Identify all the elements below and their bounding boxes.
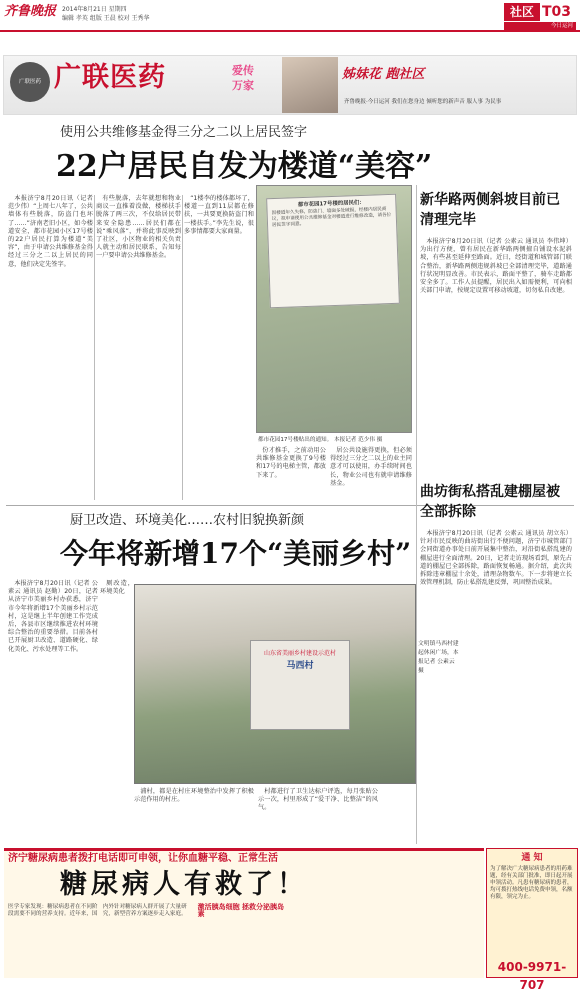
article1-column-1: 本报济宁8月20日讯（记者 范少伟）“上周七八年了，公共墙体有些脱落，防盗门也坏了……”济南老旧小区，如今楼道安全，都市花园小区17号楼的22户居民打算为楼道“美容”，由于申请公共维修基金得经过三分之二以上居民的同意，他们决定先签字。 bbox=[8, 195, 93, 268]
ad-body: 医学专家发现：糖尿病患者在不同阶段需要不同的营养支持。近年来，国内外针对糖尿病人群开展了大量研究，新型营养方案逐步走入家庭。 激活胰岛细胞 拯救分泌胰岛素 bbox=[8, 904, 478, 978]
village-stone-marker bbox=[250, 640, 350, 730]
article1-photo-caption: 都市花园17号楼贴出的通知。 本报记者 范少伟 摄 bbox=[258, 437, 383, 443]
notice-body: 为了解决广大糖尿病患者的用药难题，经有关部门批准，即日起开展申领活动。凡患有糖尿病的患者，均可拨打热线电话免费申领，名额有限，领完为止。 bbox=[490, 866, 573, 900]
sidebar2-body: 本报济宁8月20日讯（记者 公素云 通讯员 胡立东）针对市民反映的曲坊街出行不便问题，济宁市城管部门会同街道办事处日前开展集中整治，对沿街私搭乱建的棚屋进行全面清理。20日，记者走访现场看到，原先占道的棚屋已全部拆除，路面恢复畅通。据介绍，此次共拆除违章棚屋十余处，清理杂物数车。下一步将建立长效管理机制，防止私搭乱建反弹，巩固整治成果。 bbox=[420, 530, 572, 587]
article2-column-2: 厕改造，环境美化 bbox=[100, 580, 134, 596]
sponsor-logo: 广联医药 bbox=[10, 62, 50, 102]
article1-kicker: 使用公共维修基金得三分之二以上居民签字 bbox=[60, 125, 308, 140]
stone-inscription: 山东省美丽乡村建设示范村 bbox=[263, 650, 336, 657]
ad-headline: 糖尿病人有救了！ bbox=[60, 869, 308, 900]
ad-subheading: 激活胰岛细胞 拯救分泌胰岛素 bbox=[197, 903, 285, 919]
sidebar-divider bbox=[416, 185, 417, 505]
article2-column-4: 村都进行了卫生达标户评选，每月张贴公示一次，村里形成了“爱干净、比整洁”的风气。 bbox=[258, 788, 378, 812]
article1-column-3: “1楼李的楼体都坏了，楼道一直到11层都在修扶，一共要更换防盗门和一楼扶手。”李先生说，很多事情都要大家商量。 bbox=[184, 195, 254, 235]
section-sublabel: 今日运河 bbox=[504, 22, 576, 30]
sidebar1-body: 本报济宁8月20日讯（记者 公素云 通讯员 李伟坤）为出行方便，曾有居民在新华路两侧擅自铺设水泥斜坡，有些甚至延伸至路面。近日，经街道和城管部门联合整治，新华路两侧违规斜坡已全部清理完毕，道路通行状况明显改善。市民表示，路面平整了，骑车走路都安全多了。工作人员提醒，居民出入如需便利，可向相关部门申请，按规定设置可移动坡道，切勿私自改建。 bbox=[420, 238, 572, 295]
column-divider bbox=[182, 195, 183, 500]
column-divider bbox=[94, 195, 95, 500]
sidebar2-headline: 曲坊街私搭乱建棚屋被全部拆除 bbox=[420, 484, 560, 520]
hotline-number: 400-9971-707 bbox=[497, 960, 567, 992]
article2-column-3: 浦村，都是在村庄环境整治中发挥了积极示范作用的村庄。 bbox=[134, 788, 254, 804]
section-label: 社区 bbox=[504, 3, 540, 21]
top-rule bbox=[0, 30, 580, 32]
article2-kicker: 厨卫改造、环境美化……农村旧貌换新颜 bbox=[70, 513, 305, 528]
issue-date: 2014年8月21日 星期四 bbox=[62, 6, 127, 13]
ad-tagline: 济宁糖尿病患者拨打电话即可申领，让你血糖平稳、正常生活 bbox=[8, 853, 278, 864]
article2-headline: 今年将新增17个“美丽乡村” bbox=[60, 537, 412, 570]
notice-title: 通 知 bbox=[521, 853, 543, 863]
sponsor-slogan-1: 爱传 bbox=[232, 64, 254, 77]
article1-column-5: 居公共设施得更换，但必须得经过三分之二以上的业主同意才可以使用，办手续时间也长，物业公司也有就申请维修基金。 bbox=[330, 447, 412, 487]
stone-village-name: 马西村 bbox=[286, 661, 314, 671]
sponsor-title: 广联医药 bbox=[54, 62, 166, 93]
sidebar-divider bbox=[416, 478, 417, 844]
sponsor-slogan-2: 万家 bbox=[232, 79, 254, 92]
sponsor-tagline: 齐鲁晚报·今日运河 我们在您身边 倾听您的新声音 服人事 为民事 bbox=[344, 99, 502, 105]
sponsor-photo bbox=[282, 57, 338, 113]
article1-column-2: 有些脱落，去年就想和物业商议一直推着没做，楼梯扶手脱落了两三次，不仅给居民带来安全隐患……居民们都在说“乘风落”，并将此事反映到了社区，小区物业的相关负责人就主动和居民联系，告知每一户要申请公共维修基金。 bbox=[96, 195, 181, 260]
article1-headline: 22户居民自发为楼道“美容” bbox=[56, 149, 433, 184]
sponsor-slogan-3: 姊妹花 跑社区 bbox=[342, 67, 425, 82]
newspaper-logo: 齐鲁晚报 bbox=[4, 4, 57, 19]
page-number: T03 bbox=[542, 4, 572, 20]
sidebar1-headline: 新华路两侧斜坡目前已清理完毕 bbox=[420, 192, 560, 228]
posted-notice bbox=[266, 194, 400, 308]
article2-photo-caption: 文明镇马西村建起休闲广场，本报记者 公素云 摄 bbox=[418, 641, 459, 674]
editor-credits: 编辑 孝英 组版 王晨 校对 王秀华 bbox=[62, 15, 150, 22]
article1-column-4: 份才推手，之前动用公共维修基金更换了9号楼和17号的电梯主管，都放下来了。 bbox=[256, 447, 326, 479]
posted-notice-title: 都市花园17号楼的居民们： bbox=[297, 199, 365, 209]
article2-column-1: 本报济宁8月20日讯（记者 公素云 通讯员 赵勤）20日，记者从济宁市美丽乡村办获悉，济宁市今年将新增17个美丽乡村示范村，这是继上半年创建工作完成后，各县市区继续推进农村环境综合整治的重要举措。目前各村已开展厨卫改造、道路硬化、绿化美化、污水处理等工作。 bbox=[8, 580, 98, 653]
posted-notice-body: 因楼道年久失修，防盗门、墙面多处破损，经楼内居民商议，拟申请使用公共维修基金对楼道进行维修改造，请各位居民签字同意。 bbox=[271, 207, 392, 229]
